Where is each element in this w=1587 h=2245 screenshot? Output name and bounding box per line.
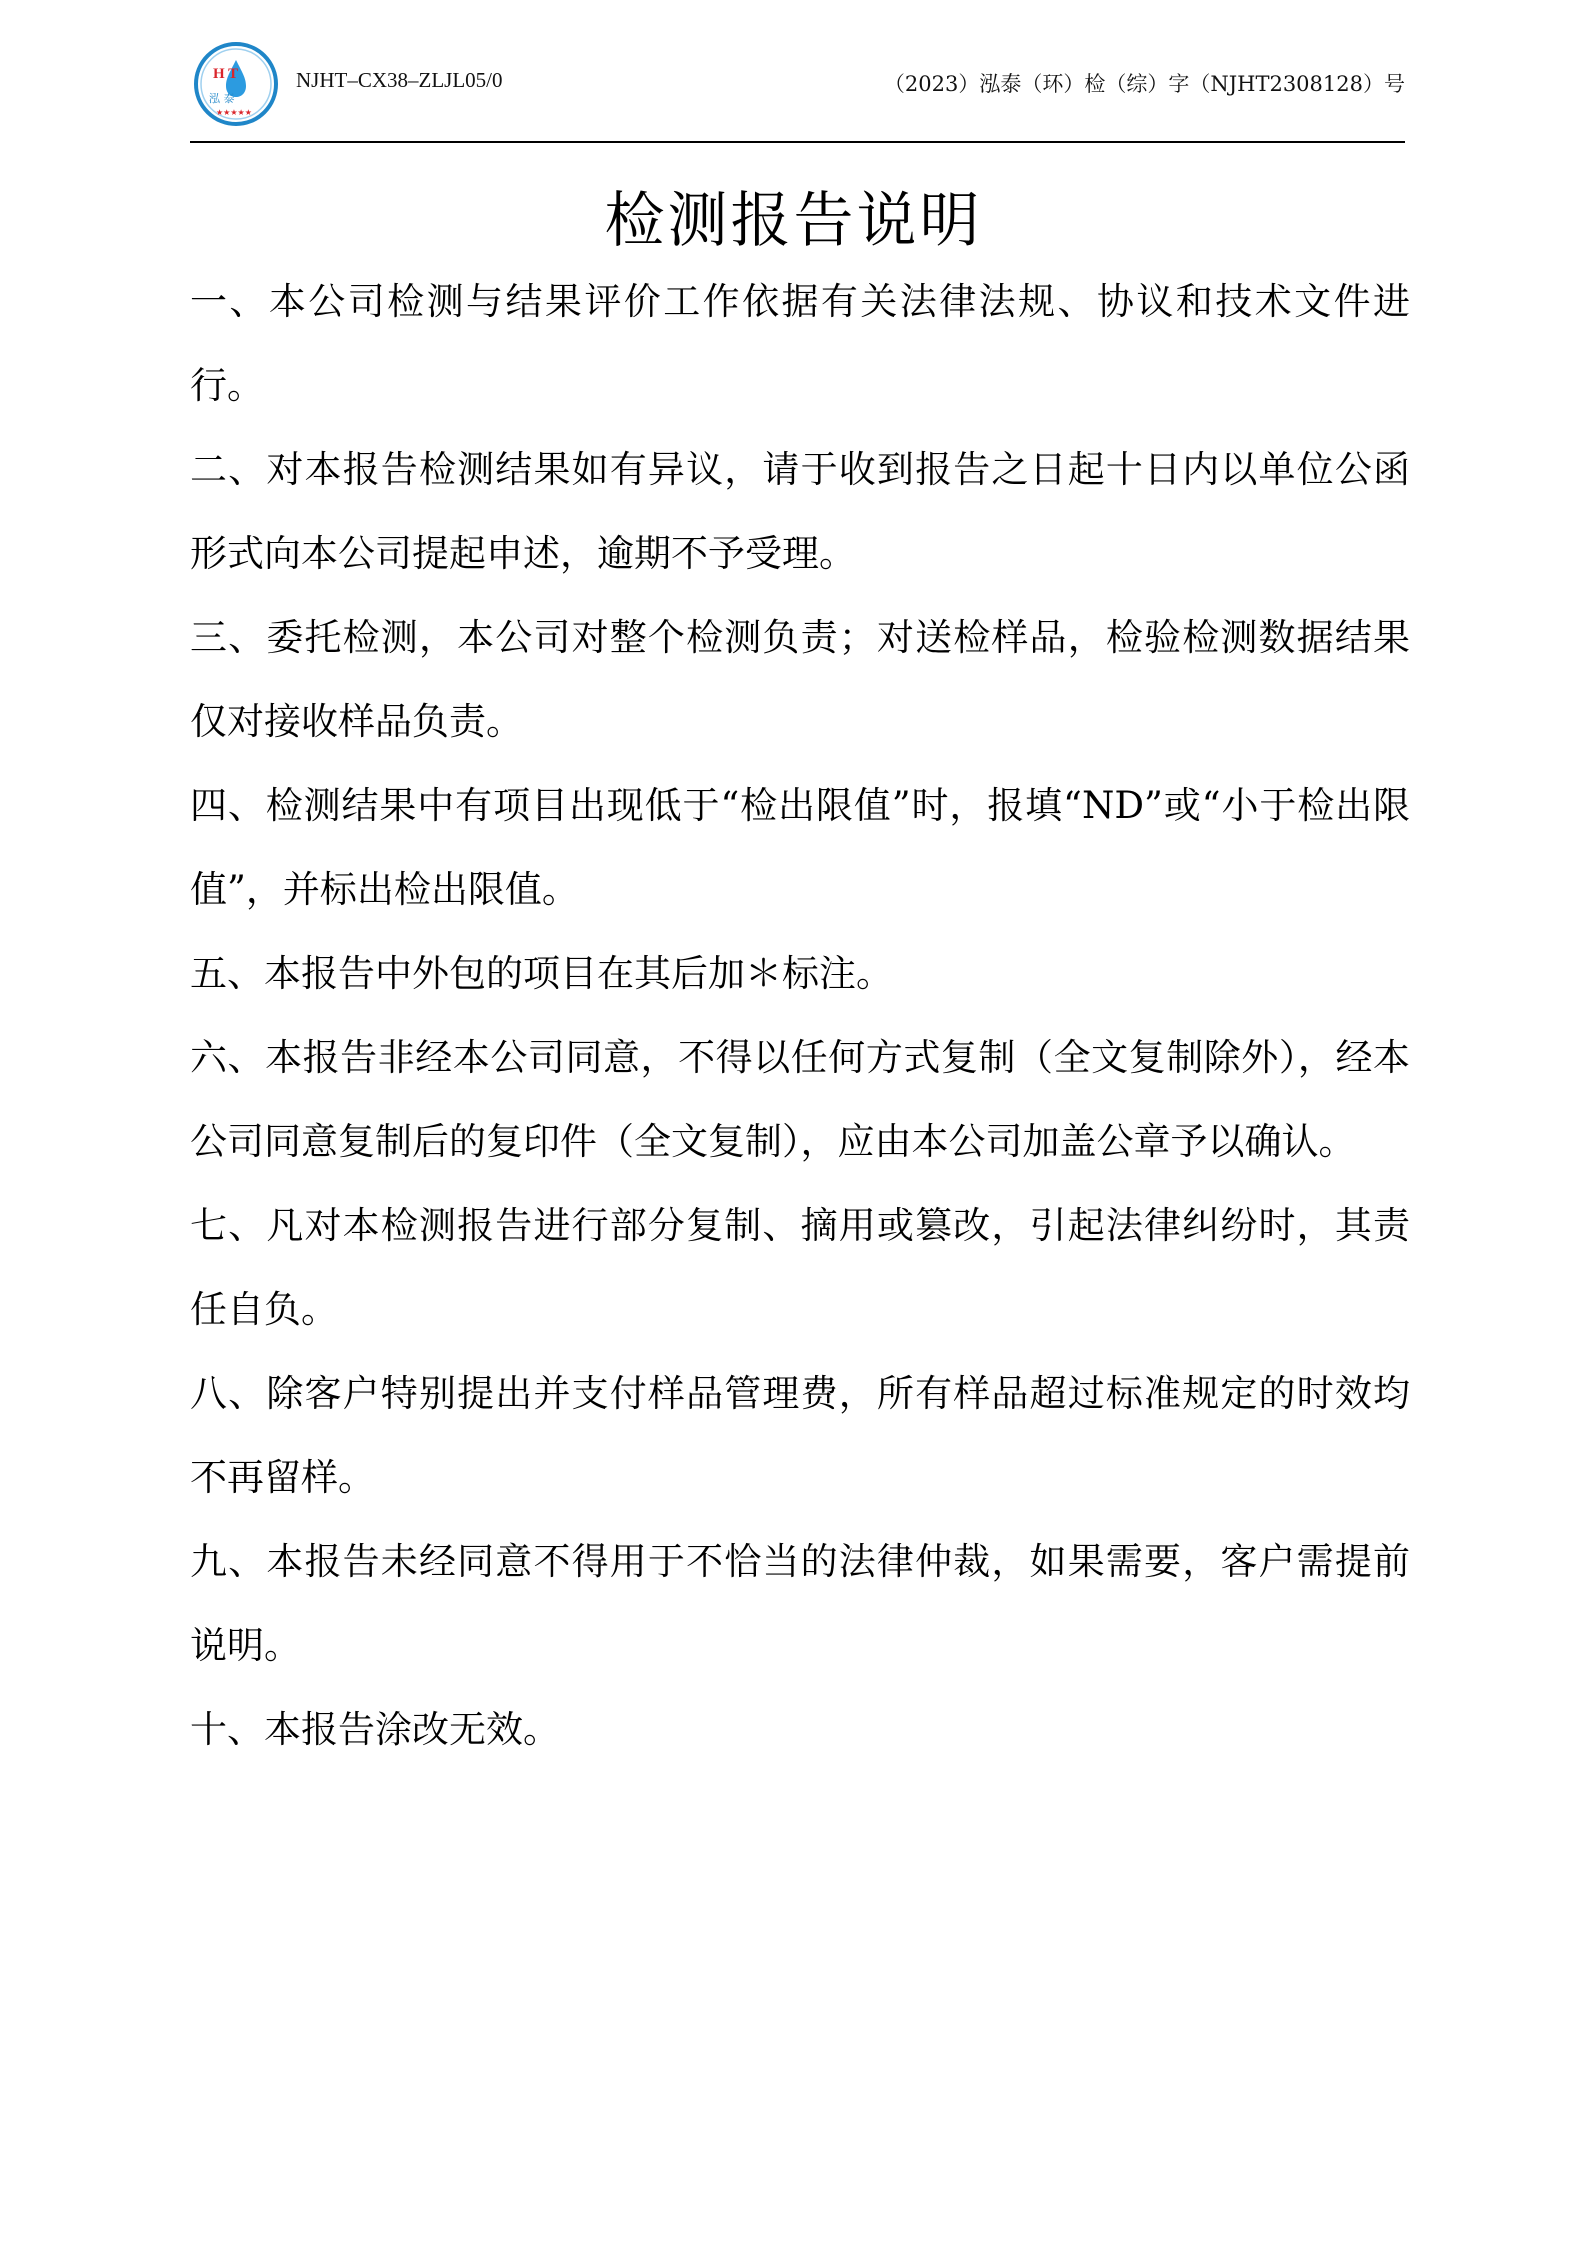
note-4: 四、检测结果中有项目出现低于“检出限值”时，报填“ND”或“小于检出限值”，并标出检出限值。 (190, 784, 1410, 911)
note-1: 一、本公司检测与结果评价工作依据有关法律法规、协议和技术文件进行。 (190, 280, 1410, 407)
note-6: 六、本报告非经本公司同意，不得以任何方式复制（全文复制除外），经本公司同意复制后的复印件（全文复制），应由本公司加盖公章予以确认。 (190, 1036, 1410, 1163)
logo-letter-h: H T (213, 66, 239, 82)
note-10: 十、本报告涂改无效。 (190, 1708, 560, 1751)
note-7: 七、凡对本检测报告进行部分复制、摘用或篡改，引起法律纠纷时，其责任自负。 (190, 1204, 1410, 1331)
note-2: 二、对本报告检测结果如有异议，请于收到报告之日起十日内以单位公函形式向本公司提起申述，逾期不予受理。 (190, 448, 1410, 575)
note-3: 三、委托检测，本公司对整个检测负责；对送检样品，检验检测数据结果仅对接收样品负责。 (190, 616, 1410, 743)
report-notes (190, 260, 1410, 1772)
note-9: 九、本报告未经同意不得用于不恰当的法律仲裁，如果需要，客户需提前说明。 (190, 1540, 1410, 1667)
header-divider (190, 141, 1405, 143)
company-logo (194, 42, 278, 126)
logo-chars: 泓 泰 (209, 92, 235, 105)
page-title: 检测报告说明 (604, 186, 983, 256)
page-header (190, 38, 1405, 142)
note-5: 五、本报告中外包的项目在其后加＊标注。 (190, 952, 893, 995)
note-8: 八、除客户特别提出并支付样品管理费，所有样品超过标准规定的时效均不再留样。 (190, 1372, 1410, 1499)
report-number: （2023）泓泰（环）检（综）字（NJHT2308128）号 (883, 72, 1405, 96)
document-code: NJHT–CX38–ZLJL05/0 (296, 68, 503, 92)
logo-stars: ★★★★★ (216, 108, 252, 117)
